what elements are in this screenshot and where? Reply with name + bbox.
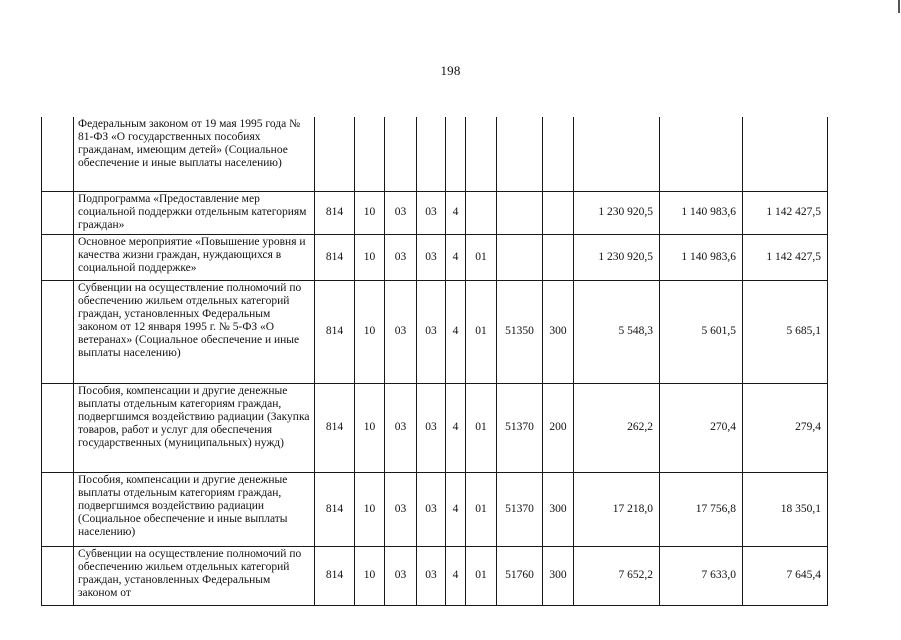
code-measure: 01: [466, 472, 497, 546]
code-section: 10: [355, 234, 385, 280]
amount-year-3: 1 142 427,5: [743, 191, 828, 234]
code-subprogram: 4: [446, 383, 466, 472]
code-program: 03: [417, 383, 446, 472]
amount-year-1: 262,2: [574, 383, 660, 472]
amount-year-2: [660, 117, 743, 191]
code-measure: 01: [466, 234, 497, 280]
code-subprogram: 4: [446, 546, 466, 605]
code-expense-type: 300: [543, 546, 574, 605]
row-name: Субвенции на осуществление полномочий по обеспечению жильем отдельных категорий граждан, установленных Федеральным законом от 12 января 1995 г. № 5-ФЗ «О ветеранах» (Социальное обеспечение и иные выплаты населению): [74, 280, 315, 383]
scan-edge-mark: [898, 0, 900, 13]
code-expense-type: 300: [543, 280, 574, 383]
code-program: 03: [417, 280, 446, 383]
amount-year-1: 17 218,0: [574, 472, 660, 546]
amount-year-1: [574, 117, 660, 191]
table-row: [42, 234, 828, 280]
code-subprogram: 4: [446, 191, 466, 234]
code-ministry: 814: [315, 234, 355, 280]
code-subsection: [385, 117, 417, 191]
code-ministry: [315, 117, 355, 191]
table-row: [42, 191, 828, 234]
table-row: [42, 472, 828, 546]
code-section: 10: [355, 546, 385, 605]
amount-year-1: 1 230 920,5: [574, 234, 660, 280]
code-ministry: 814: [315, 546, 355, 605]
code-direction: 51370: [497, 472, 543, 546]
code-subprogram: 4: [446, 234, 466, 280]
code-program: [417, 117, 446, 191]
code-subprogram: [446, 117, 466, 191]
code-section: 10: [355, 472, 385, 546]
row-margin-cell: [42, 383, 74, 472]
amount-year-3: 1 142 427,5: [743, 234, 828, 280]
row-name: Подпрограмма «Предоставление мер социальной поддержки отдельным категориям граждан»: [74, 191, 315, 234]
amount-year-3: 18 350,1: [743, 472, 828, 546]
amount-year-3: [743, 117, 828, 191]
table-row: [42, 117, 828, 191]
code-section: 10: [355, 191, 385, 234]
code-program: 03: [417, 191, 446, 234]
amount-year-2: 7 633,0: [660, 546, 743, 605]
code-ministry: 814: [315, 280, 355, 383]
row-margin-cell: [42, 234, 74, 280]
code-measure: 01: [466, 546, 497, 605]
code-subprogram: 4: [446, 280, 466, 383]
table-row: [42, 383, 828, 472]
row-name: Пособия, компенсации и другие денежные выплаты отдельным категориям граждан, подвергшимся воздействию радиации (Закупка товаров, работ и услуг для обеспечения государственных (муниципальных) нужд): [74, 383, 315, 472]
code-expense-type: [543, 117, 574, 191]
code-direction: [497, 117, 543, 191]
row-margin-cell: [42, 280, 74, 383]
amount-year-2: 5 601,5: [660, 280, 743, 383]
code-program: 03: [417, 472, 446, 546]
code-direction: 51760: [497, 546, 543, 605]
row-name: Субвенции на осуществление полномочий по обеспечению жильем отдельных категорий граждан, установленных Федеральным законом от: [74, 546, 315, 605]
row-margin-cell: [42, 472, 74, 546]
code-program: 03: [417, 234, 446, 280]
code-subprogram: 4: [446, 472, 466, 546]
row-name: Основное мероприятие «Повышение уровня и качества жизни граждан, нуждающихся в социальной поддержке»: [74, 234, 315, 280]
amount-year-1: 1 230 920,5: [574, 191, 660, 234]
page-number: 198: [440, 63, 461, 78]
amount-year-3: 5 685,1: [743, 280, 828, 383]
code-measure: [466, 191, 497, 234]
code-subsection: 03: [385, 472, 417, 546]
code-subsection: 03: [385, 383, 417, 472]
amount-year-2: 270,4: [660, 383, 743, 472]
amount-year-2: 1 140 983,6: [660, 234, 743, 280]
code-measure: [466, 117, 497, 191]
code-section: 10: [355, 383, 385, 472]
row-name: Федеральным законом от 19 мая 1995 года № 81-ФЗ «О государственных пособиях гражданам, имеющим детей» (Социальное обеспечение и иные выплаты населению): [74, 117, 315, 191]
code-section: 10: [355, 280, 385, 383]
code-subsection: 03: [385, 546, 417, 605]
amount-year-3: 279,4: [743, 383, 828, 472]
code-section: [355, 117, 385, 191]
code-direction: 51350: [497, 280, 543, 383]
amount-year-3: 7 645,4: [743, 546, 828, 605]
code-expense-type: [543, 234, 574, 280]
budget-table: [41, 117, 828, 606]
row-name: Пособия, компенсации и другие денежные выплаты отдельным категориям граждан, подвергшимся воздействию радиации (Социальное обеспечение и иные выплаты населению): [74, 472, 315, 546]
code-subsection: 03: [385, 234, 417, 280]
table-row: [42, 280, 828, 383]
amount-year-2: 17 756,8: [660, 472, 743, 546]
code-ministry: 814: [315, 191, 355, 234]
code-ministry: 814: [315, 472, 355, 546]
code-measure: 01: [466, 383, 497, 472]
row-margin-cell: [42, 117, 74, 191]
code-measure: 01: [466, 280, 497, 383]
row-margin-cell: [42, 191, 74, 234]
code-subsection: 03: [385, 280, 417, 383]
code-subsection: 03: [385, 191, 417, 234]
code-expense-type: 300: [543, 472, 574, 546]
amount-year-1: 7 652,2: [574, 546, 660, 605]
code-expense-type: [543, 191, 574, 234]
code-ministry: 814: [315, 383, 355, 472]
code-direction: 51370: [497, 383, 543, 472]
row-margin-cell: [42, 546, 74, 605]
code-direction: [497, 234, 543, 280]
amount-year-2: 1 140 983,6: [660, 191, 743, 234]
amount-year-1: 5 548,3: [574, 280, 660, 383]
code-direction: [497, 191, 543, 234]
code-expense-type: 200: [543, 383, 574, 472]
table-row: [42, 546, 828, 605]
code-program: 03: [417, 546, 446, 605]
